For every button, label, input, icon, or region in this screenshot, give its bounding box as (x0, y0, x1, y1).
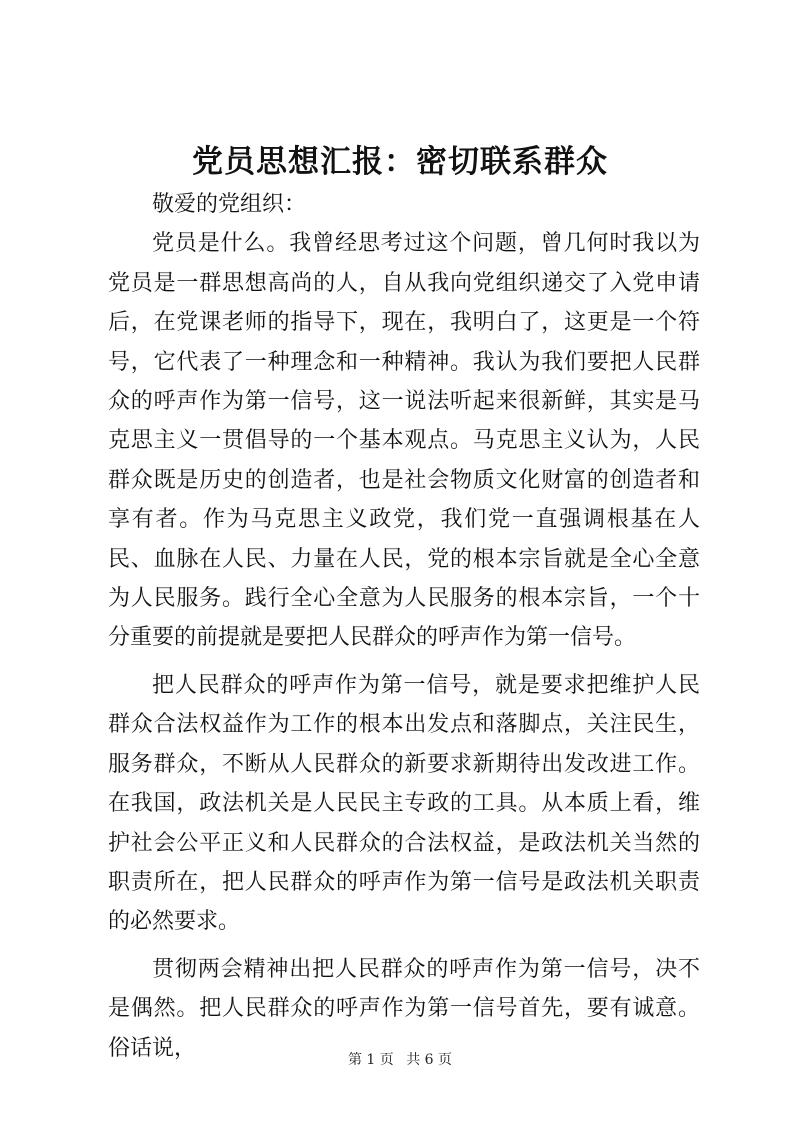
paragraph-3: 贯彻两会精神出把人民群众的呼声作为第一信号，决不是偶然。把人民群众的呼声作为第一信号首先，要有诚意。俗话说， (108, 956, 700, 1061)
greeting-line: 敬爱的党组织： (152, 192, 307, 217)
page-title: 党员思想汇报：密切联系群众 (192, 144, 608, 180)
page-footer (0, 1050, 800, 1070)
document-body (108, 185, 700, 1068)
page-number: 第 1 页 (347, 1052, 394, 1068)
paragraph-2: 把人民群众的呼声作为第一信号，就是要求把维护人民群众合法权益作为工作的根本出发点和落脚点，关注民生，服务群众，不断从人民群众的新要求新期待出发改进工作。在我国，政法机关是人民民主专政的工具。从本质上看，维护社会公平正义和人民群众的合法权益，是政法机关当然的职责所在，把人民群众的呼声作为第一信号是政法机关职责的必然要求。 (108, 672, 700, 935)
page-total: 共 6 页 (406, 1052, 453, 1068)
paragraph-1: 党员是什么。我曾经思考过这个问题，曾几何时我以为党员是一群思想高尚的人，自从我向党组织递交了入党申请后，在党课老师的指导下，现在，我明白了，这更是一个符号，它代表了一种理念和一种精神。我认为我们要把人民群众的呼声作为第一信号，这一说法听起来很新鲜，其实是马克思主义一贯倡导的一个基本观点。马克思主义认为，人民群众既是历史的创造者，也是社会物质文化财富的创造者和享有者。作为马克思主义政党，我们党一直强调根基在人民、血脉在人民、力量在人民，党的根本宗旨就是全心全意为人民服务。践行全心全意为人民服务的根本宗旨，一个十分重要的前提就是要把人民群众的呼声作为第一信号。 (108, 231, 700, 651)
